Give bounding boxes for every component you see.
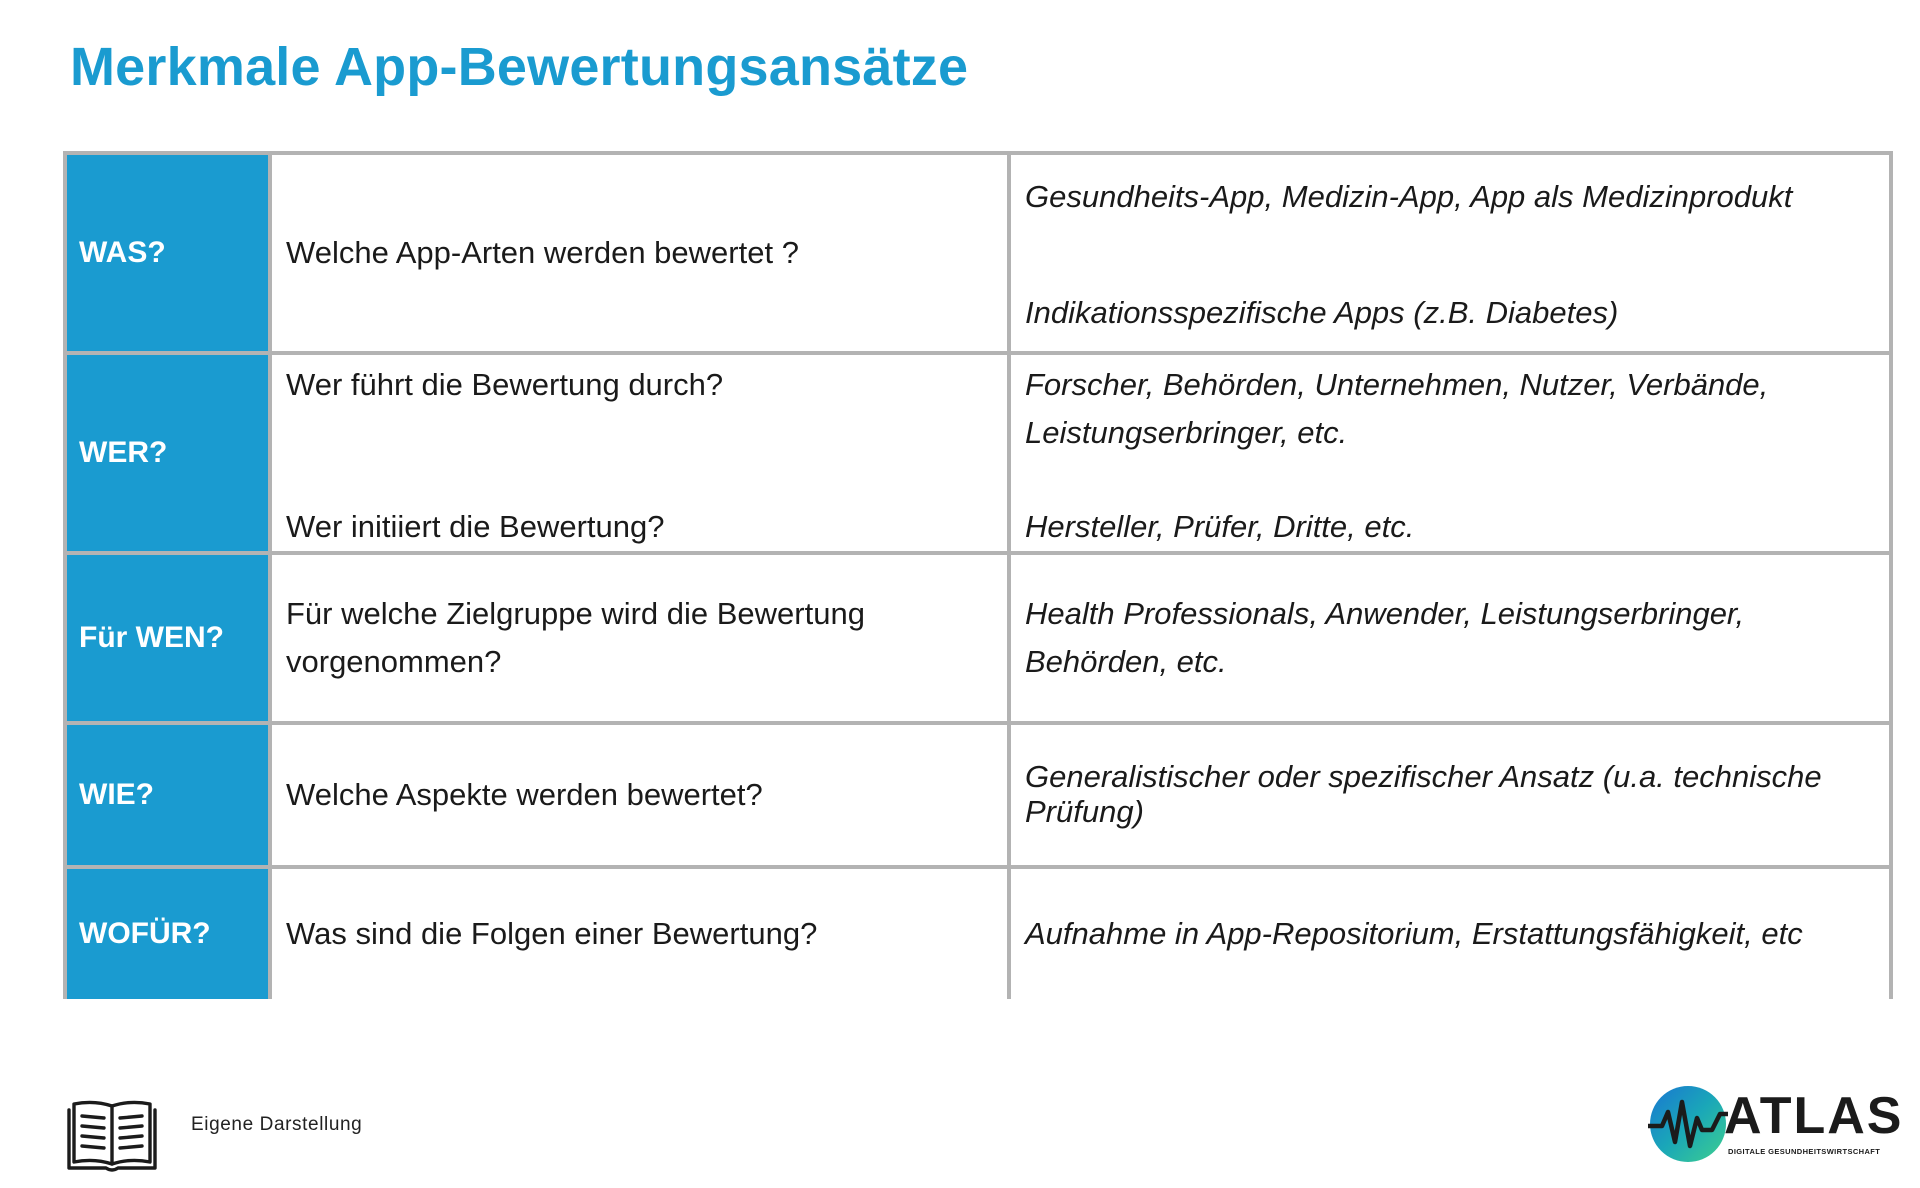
logo-wordmark: ATLAS [1724,1087,1904,1145]
table-row [67,725,1889,865]
table-row [67,555,1889,721]
question-cell: Was sind die Folgen einer Bewertung? [272,869,1007,999]
answer-cell: Generalistischer oder spezifischer Ansatz (u.a. technische Prüfung) [1011,725,1889,865]
table-row [67,869,1889,999]
logo-globe-icon [1648,1084,1728,1164]
question-line: Wer führt die Bewertung durch? [286,367,724,402]
answer-line: Indikationsspezifische Apps (z.B. Diabetes) [1025,294,1619,330]
row-key-cell: Für WEN? [67,555,268,721]
atlas-logo [1648,1082,1904,1168]
answer-line: Gesundheits-App, Medizin-App, App als Medizinprodukt [1025,179,1793,214]
row-key-cell: WIE? [67,725,268,865]
answer-cell: Health Professionals, Anwender, Leistungserbringer, Behörden, etc. [1011,555,1889,721]
question-cell: Welche App-Arten werden bewertet ? [272,155,1007,351]
row-key-cell: WER? [67,355,268,551]
page-title: Merkmale App-Bewertungsansätze [70,37,969,97]
answer-cell [1011,155,1889,351]
answer-cell: Aufnahme in App-Repositorium, Erstattungsfähigkeit, etc [1011,869,1889,999]
question-cell: Für welche Zielgruppe wird die Bewertung vorgenommen? [272,555,1007,721]
row-key-cell: WAS? [67,155,268,351]
criteria-table [63,151,1893,999]
question-cell: Welche Aspekte werden bewertet? [272,725,1007,865]
open-book-icon [66,1098,158,1174]
answer-line: Forscher, Behörden, Unternehmen, Nutzer, Verbände, Leistungserbringer, etc. [1025,367,1769,451]
answer-line: Hersteller, Prüfer, Dritte, etc. [1025,508,1415,544]
row-key-cell: WOFÜR? [67,869,268,999]
source-caption: Eigene Darstellung [191,1114,363,1135]
logo-subtitle: DIGITALE GESUNDHEITSWIRTSCHAFT [1728,1147,1881,1156]
table-row [67,355,1889,551]
answer-cell [1011,355,1889,551]
table-row [67,155,1889,351]
question-line: Wer initiiert die Bewertung? [286,508,665,544]
question-cell [272,355,1007,551]
